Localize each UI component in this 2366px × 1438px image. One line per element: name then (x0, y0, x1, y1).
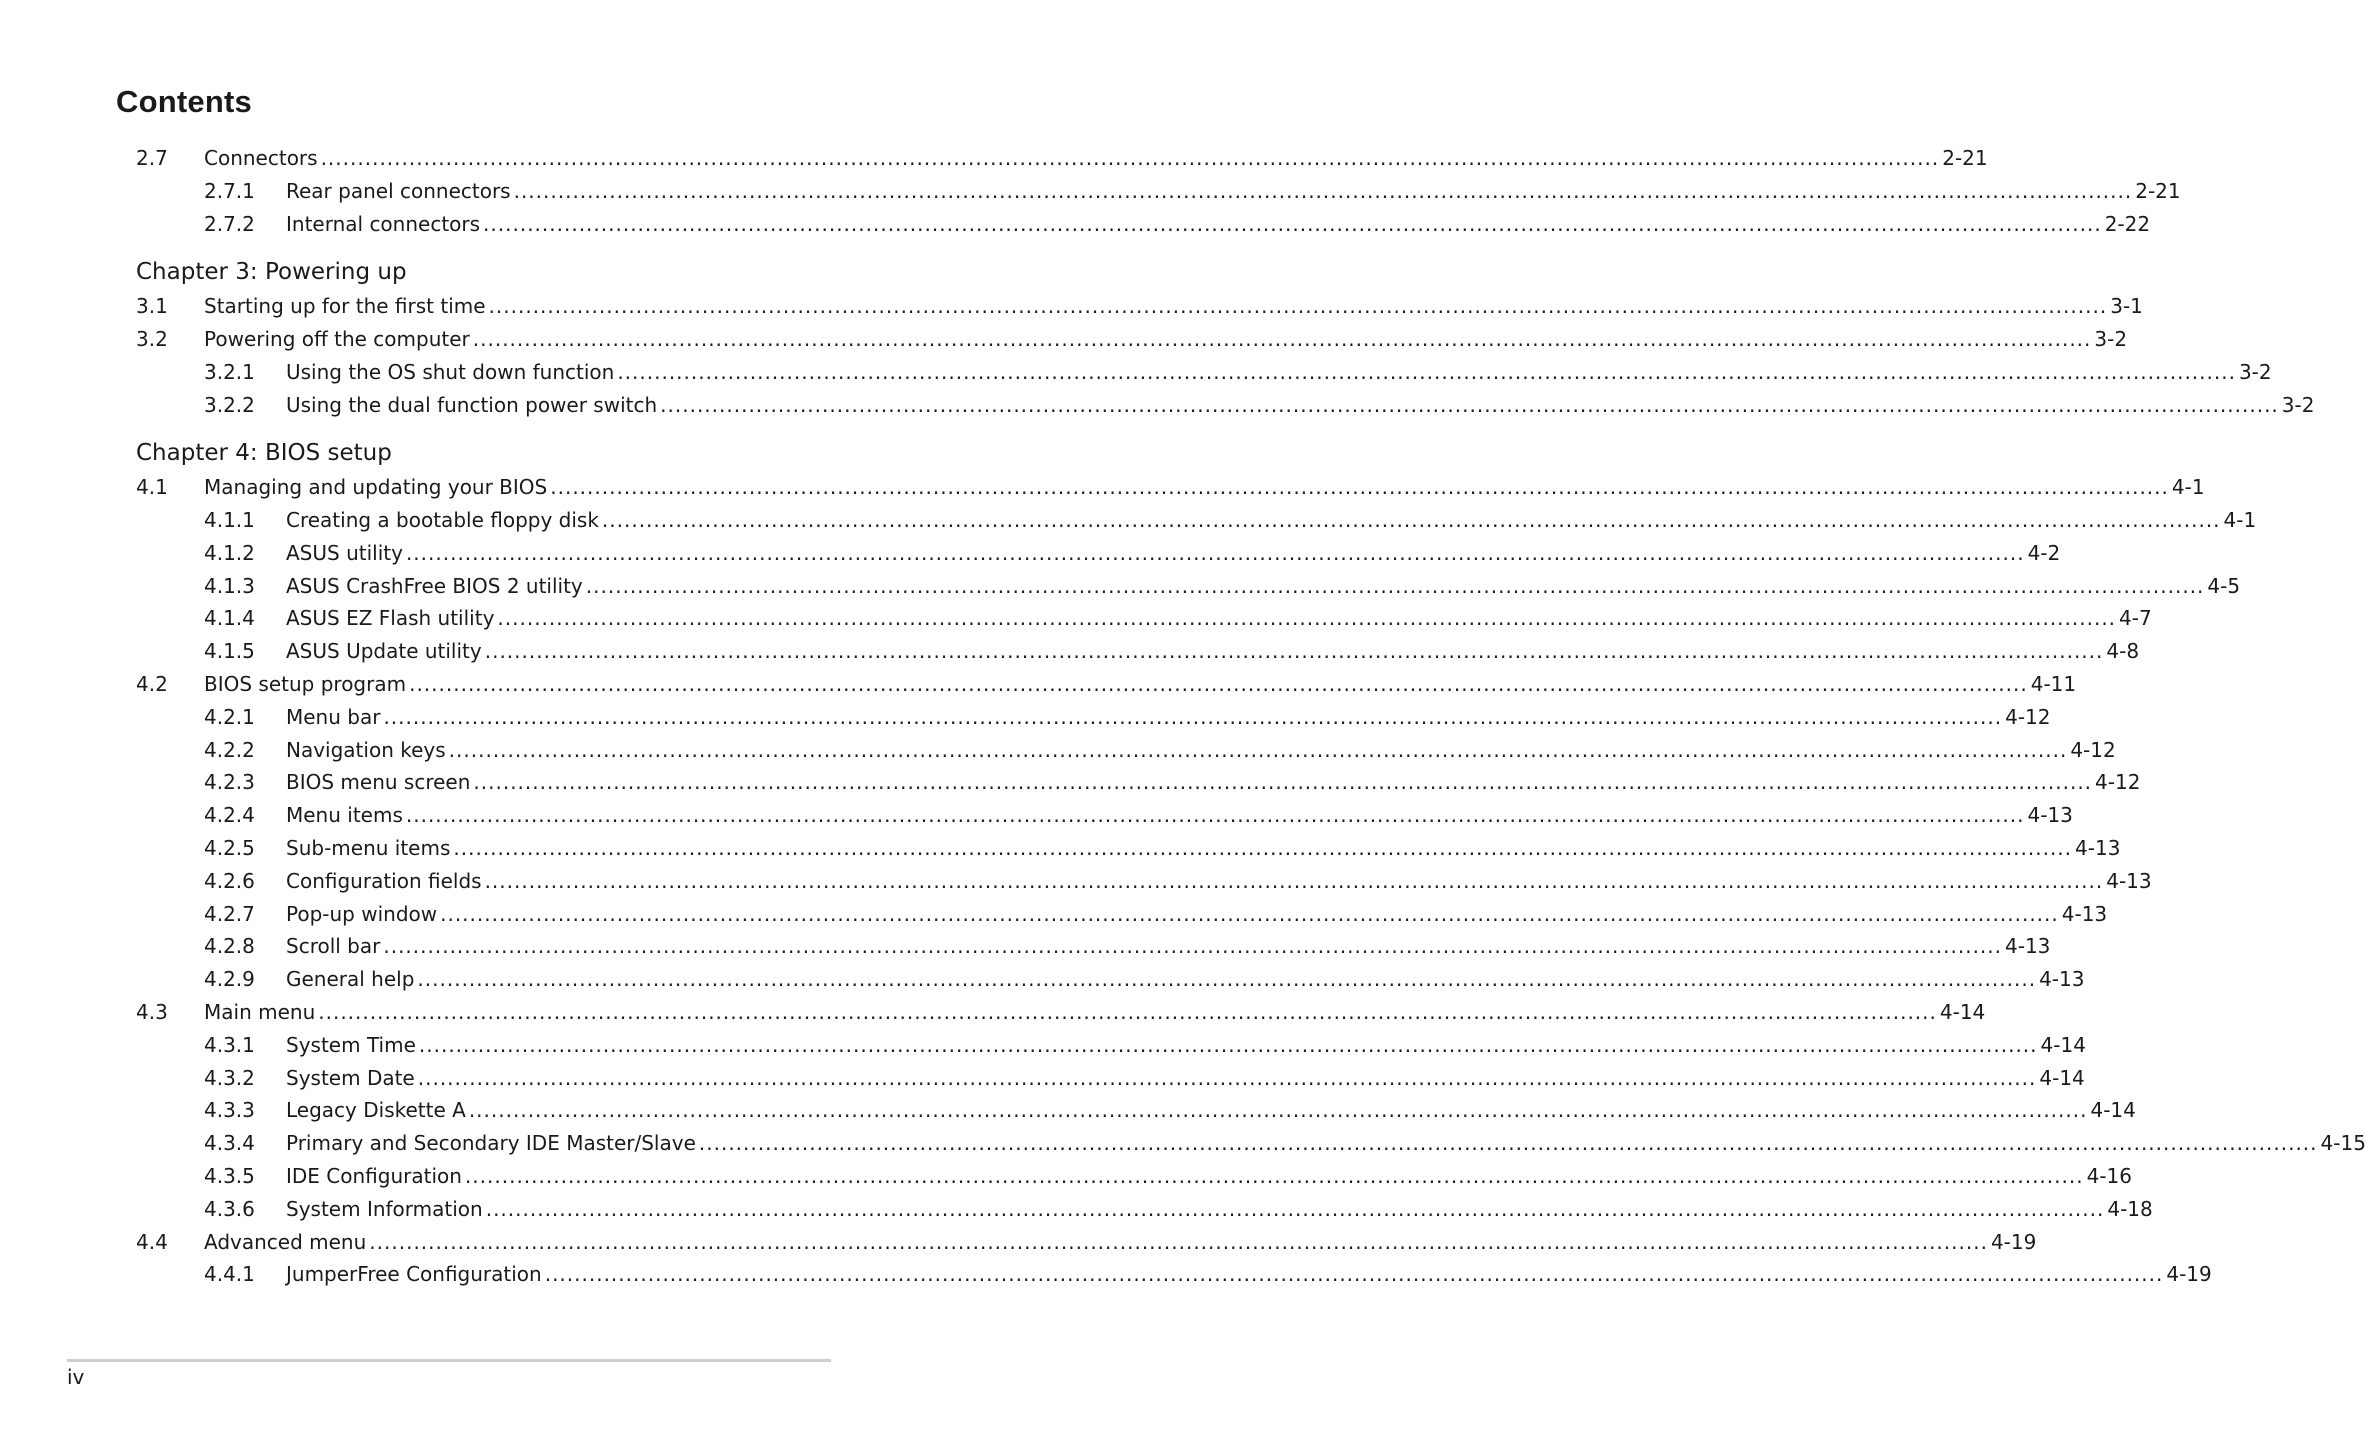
toc-entry-page: 4-18 (2107, 1196, 2153, 1221)
toc-entry-title: Creating a bootable floppy disk (286, 508, 599, 532)
toc-dot-leader: ............................................................................................................................................................................................................................ (418, 1032, 2038, 1057)
toc-dot-leader: ............................................................................................................................................................................................................................ (409, 672, 2028, 696)
toc-entry-number: 4.2.6 (204, 868, 255, 893)
toc-entry-number: 4.1.5 (204, 639, 255, 664)
toc-entry[interactable] (204, 866, 2152, 896)
toc-entry-page: 4-13 (2106, 868, 2152, 893)
toc-entry[interactable] (204, 1095, 2136, 1125)
toc-entry-title: System Information (286, 1196, 483, 1221)
toc-entry-number: 4.1.2 (204, 540, 255, 565)
toc-dot-leader: ............................................................................................................................................................................................................................ (485, 1196, 2105, 1221)
toc-entry-title: BIOS setup program (204, 672, 407, 696)
toc-entry-number: 4.4 (136, 1229, 168, 1254)
toc-dot-leader: ............................................................................................................................................................................................................................ (488, 294, 2108, 319)
toc-entry[interactable] (204, 1194, 2153, 1224)
toc-dot-leader: ............................................................................................................................................................................................................................ (383, 934, 2002, 959)
toc-entry[interactable] (136, 472, 2205, 502)
toc-entry-number: 4.1.3 (204, 573, 255, 598)
toc-entry[interactable] (204, 571, 2241, 601)
toc-dot-leader: ............................................................................................................................................................................................................................ (440, 901, 2059, 926)
toc-entry-title: ASUS CrashFree BIOS 2 utility (286, 573, 583, 598)
toc-entry-title: Powering off the computer (204, 327, 470, 351)
toc-entry[interactable] (204, 1259, 2212, 1289)
toc-entry-title: IDE Configuration (286, 1164, 462, 1188)
toc-entry[interactable] (204, 767, 2141, 797)
toc-entry-number: 3.2 (136, 327, 168, 351)
toc-entry-page: 2-21 (2135, 178, 2181, 203)
toc-entry-title: Configuration fields (286, 868, 482, 893)
toc-entry-title: JumperFree Configuration (286, 1262, 542, 1287)
toc-entry-title: System Time (286, 1032, 416, 1057)
toc-entry-number: 3.1 (136, 294, 168, 319)
chapter-heading: Chapter 3: Powering up (136, 259, 407, 286)
toc-entry[interactable] (204, 390, 2315, 420)
toc-entry[interactable] (204, 833, 2121, 863)
toc-entry-page: 3-1 (2110, 294, 2143, 319)
footer-page-number: iv (67, 1365, 85, 1389)
toc-entry[interactable] (204, 1161, 2132, 1191)
toc-entry-page: 4-13 (2005, 934, 2051, 959)
toc-entry-page: 4-12 (2070, 737, 2116, 762)
toc-entry[interactable] (136, 997, 1986, 1027)
toc-entry-title: Sub-menu items (286, 836, 451, 860)
toc-entry-page: 4-11 (2030, 672, 2077, 696)
toc-entry-number: 4.2.9 (204, 967, 255, 992)
toc-dot-leader: ............................................................................................................................................................................................................................ (417, 967, 2037, 992)
toc-entry[interactable] (204, 209, 2151, 239)
toc-dot-leader: ............................................................................................................................................................................................................................ (484, 639, 2104, 664)
toc-entry-title: Primary and Secondary IDE Master/Slave (286, 1131, 696, 1156)
toc-entry-number: 2.7 (136, 146, 168, 170)
toc-entry-page: 4-13 (2027, 803, 2073, 828)
toc-entry[interactable] (204, 636, 2140, 666)
toc-dot-leader: ............................................................................................................................................................................................................................ (369, 1229, 1988, 1254)
toc-dot-leader: ............................................................................................................................................................................................................................ (405, 803, 2025, 828)
toc-entry-page: 4-14 (2039, 1065, 2085, 1090)
toc-entry-title: Starting up for the first time (204, 294, 486, 319)
toc-entry-number: 2.7.2 (204, 211, 255, 236)
toc-entry-page: 4-15 (2320, 1131, 2366, 1156)
toc-entry-number: 3.2.2 (204, 392, 255, 417)
toc-entry-title: General help (286, 967, 415, 992)
toc-entry-number: 4.2.7 (204, 901, 255, 926)
toc-entry[interactable] (136, 324, 2128, 354)
toc-entry-number: 4.3.3 (204, 1098, 255, 1123)
toc-entry-number: 4.3.1 (204, 1032, 255, 1057)
toc-dot-leader: ............................................................................................................................................................................................................................ (484, 868, 2104, 893)
toc-entry-title: Main menu (204, 1000, 316, 1024)
toc-entry-title: Menu bar (286, 704, 381, 729)
toc-entry-number: 4.2 (136, 672, 168, 696)
toc-entry-number: 4.4.1 (204, 1262, 255, 1287)
toc-entry-title: Rear panel connectors (286, 178, 511, 203)
toc-entry-page: 4-14 (2090, 1098, 2136, 1123)
toc-entry-page: 4-12 (2005, 704, 2051, 729)
toc-entry-title: Navigation keys (286, 737, 446, 762)
toc-entry-page: 4-13 (2039, 967, 2085, 992)
toc-dot-leader: ............................................................................................................................................................................................................................ (473, 770, 2093, 795)
toc-entry-page: 4-1 (2171, 475, 2205, 500)
toc-entry[interactable] (204, 1128, 2366, 1158)
toc-entry-page: 3-2 (2238, 359, 2272, 384)
toc-entry-title: Scroll bar (286, 934, 381, 959)
toc-entry-title: System Date (286, 1065, 415, 1090)
toc-dot-leader: ............................................................................................................................................................................................................................ (464, 1164, 2084, 1188)
toc-entry-title: Legacy Diskette A (286, 1098, 466, 1123)
toc-entry-page: 4-16 (2086, 1164, 2132, 1188)
toc-entry[interactable] (204, 964, 2085, 994)
toc-entry-number: 3.2.1 (204, 359, 255, 384)
toc-entry[interactable] (136, 1227, 2037, 1257)
toc-entry-title: Pop-up window (286, 901, 438, 926)
toc-dot-leader: ............................................................................................................................................................................................................................ (585, 573, 2205, 598)
toc-dot-leader: ............................................................................................................................................................................................................................ (617, 359, 2236, 384)
toc-dot-leader: ............................................................................................................................................................................................................................ (472, 327, 2092, 351)
toc-dot-leader: ............................................................................................................................................................................................................................ (405, 540, 2025, 565)
toc-dot-leader: ............................................................................................................................................................................................................................ (448, 737, 2068, 762)
toc-entry-number: 4.2.2 (204, 737, 255, 762)
toc-entry-page: 4-1 (2223, 508, 2257, 532)
page-title: Contents (116, 84, 252, 119)
toc-entry[interactable] (204, 505, 2257, 535)
toc-entry-number: 4.3.6 (204, 1196, 255, 1221)
toc-entry-page: 4-7 (2119, 606, 2152, 631)
toc-entry[interactable] (204, 735, 2116, 765)
toc-dot-leader: ............................................................................................................................................................................................................................ (497, 606, 2117, 631)
toc-entry-number: 4.1.4 (204, 606, 255, 631)
toc-entry[interactable] (204, 538, 2061, 568)
toc-dot-leader: ............................................................................................................................................................................................................................ (544, 1262, 2164, 1287)
toc-entry-page: 3-2 (2094, 327, 2128, 351)
toc-entry-title: Advanced menu (204, 1229, 367, 1254)
toc-dot-leader: ............................................................................................................................................................................................................................ (383, 704, 2003, 729)
toc-entry-number: 4.3.4 (204, 1131, 255, 1156)
toc-entry-title: Connectors (204, 146, 318, 170)
toc-entry[interactable] (204, 603, 2152, 633)
toc-entry-page: 4-19 (2166, 1262, 2212, 1287)
footer-divider (67, 1359, 831, 1362)
toc-entry-title: ASUS Update utility (286, 639, 482, 664)
toc-entry-number: 4.2.4 (204, 803, 255, 828)
toc-entry-title: Internal connectors (286, 211, 481, 236)
toc-dot-leader: ............................................................................................................................................................................................................................ (660, 392, 2279, 417)
toc-entry[interactable] (136, 669, 2077, 699)
toc-dot-leader: ............................................................................................................................................................................................................................ (550, 475, 2169, 500)
toc-entry-number: 4.3.2 (204, 1065, 255, 1090)
toc-entry-page: 3-2 (2281, 392, 2315, 417)
toc-entry-number: 4.3 (136, 1000, 168, 1024)
toc-entry-title: Menu items (286, 803, 403, 828)
toc-entry[interactable] (204, 1030, 2086, 1060)
toc-entry-number: 4.2.8 (204, 934, 255, 959)
toc-entry[interactable] (204, 702, 2051, 732)
toc-entry-number: 4.3.5 (204, 1164, 255, 1188)
toc-entry-page: 2-21 (1942, 146, 1988, 170)
toc-entry[interactable] (204, 899, 2108, 929)
toc-entry-title: Using the OS shut down function (286, 359, 615, 384)
toc-entry-number: 4.2.5 (204, 836, 255, 860)
toc-entry[interactable] (204, 357, 2272, 387)
toc-dot-leader: ............................................................................................................................................................................................................................ (453, 836, 2073, 860)
toc-entry-title: Using the dual function power switch (286, 392, 658, 417)
toc-entry-number: 2.7.1 (204, 178, 255, 203)
toc-dot-leader: ............................................................................................................................................................................................................................ (601, 508, 2221, 532)
toc-entry-title: ASUS utility (286, 540, 403, 565)
toc-dot-leader: ............................................................................................................................................................................................................................ (698, 1131, 2318, 1156)
toc-entry-title: BIOS menu screen (286, 770, 471, 795)
toc-entry-number: 4.2.3 (204, 770, 255, 795)
toc-entry-page: 4-14 (2040, 1032, 2086, 1057)
toc-entry-number: 4.2.1 (204, 704, 255, 729)
toc-dot-leader: ............................................................................................................................................................................................................................ (417, 1065, 2037, 1090)
toc-entry-number: 4.1.1 (204, 508, 255, 532)
toc-dot-leader: ............................................................................................................................................................................................................................ (320, 146, 1940, 170)
toc-entry-title: Managing and updating your BIOS (204, 475, 548, 500)
toc-entry[interactable] (136, 143, 1988, 173)
toc-entry-number: 4.1 (136, 475, 168, 500)
toc-entry-page: 4-8 (2106, 639, 2140, 664)
toc-entry-page: 4-14 (1939, 1000, 1986, 1024)
toc-entry-title: ASUS EZ Flash utility (286, 606, 495, 631)
toc-entry-page: 4-12 (2095, 770, 2141, 795)
toc-entry-page: 4-5 (2207, 573, 2241, 598)
toc-entry[interactable] (204, 176, 2181, 206)
toc-entry[interactable] (204, 931, 2051, 961)
toc-dot-leader: ............................................................................................................................................................................................................................ (468, 1098, 2088, 1123)
chapter-heading: Chapter 4: BIOS setup (136, 440, 392, 467)
toc-entry[interactable] (136, 291, 2143, 321)
toc-entry-page: 4-2 (2027, 540, 2061, 565)
toc-entry[interactable] (204, 800, 2073, 830)
toc-dot-leader: ............................................................................................................................................................................................................................ (318, 1000, 1937, 1024)
toc-entry-page: 2-22 (2104, 211, 2151, 236)
toc-entry-page: 4-13 (2061, 901, 2108, 926)
toc-dot-leader: ............................................................................................................................................................................................................................ (483, 211, 2102, 236)
toc-entry-page: 4-19 (1990, 1229, 2037, 1254)
toc-dot-leader: ............................................................................................................................................................................................................................ (513, 178, 2133, 203)
toc-entry-page: 4-13 (2075, 836, 2121, 860)
toc-entry[interactable] (204, 1063, 2085, 1093)
